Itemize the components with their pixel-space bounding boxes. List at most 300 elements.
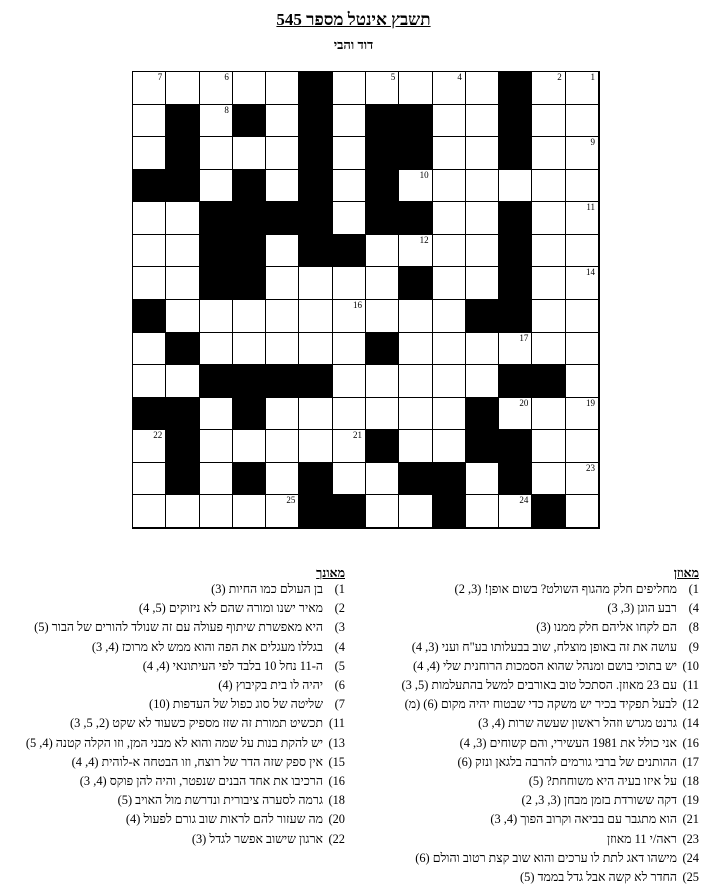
across-clue <box>349 657 699 676</box>
block-cell <box>133 170 166 203</box>
clue-number: 4 <box>457 72 462 82</box>
block-cell <box>499 235 532 268</box>
block-cell <box>466 430 499 463</box>
grid-cell[interactable] <box>299 300 332 333</box>
grid-cell[interactable] <box>399 333 432 366</box>
grid-cell[interactable] <box>133 333 166 366</box>
block-cell <box>299 137 332 170</box>
grid-cell[interactable] <box>433 430 466 463</box>
block-cell <box>499 72 532 105</box>
grid-cell[interactable] <box>399 398 432 431</box>
grid-cell[interactable] <box>133 495 166 528</box>
grid-cell[interactable] <box>266 72 299 105</box>
block-cell <box>333 235 366 268</box>
grid-cell[interactable] <box>433 398 466 431</box>
down-clues <box>5 566 345 849</box>
clue-text: רבע הוגן (3, 3) <box>607 601 677 616</box>
block-cell <box>233 202 266 235</box>
block-cell <box>499 300 532 333</box>
grid-cell[interactable] <box>466 463 499 496</box>
grid-cell[interactable] <box>499 398 532 431</box>
grid-cell[interactable] <box>466 333 499 366</box>
grid-cell[interactable] <box>466 137 499 170</box>
clue-number: 17 <box>519 332 529 343</box>
down-clue <box>5 638 345 657</box>
across-clue <box>349 580 699 599</box>
down-clue <box>5 753 345 772</box>
clue-text: ההותנים של ברבי גורמים להרבה בלגאן ונזק (6) <box>457 754 677 769</box>
grid-cell[interactable] <box>466 72 499 105</box>
grid-cell[interactable] <box>200 137 233 170</box>
grid-cell[interactable] <box>133 202 166 235</box>
clue-text: תכשיט תמורת זה שזז מספיק כשעוד לא שקט (2, 5, 3) <box>69 716 323 731</box>
block-cell <box>433 463 466 496</box>
clue-num: 11) <box>328 716 345 731</box>
block-cell <box>399 137 432 170</box>
clue-text: דקה ששורדת בזמן מבחן (3, 3, 2) <box>521 793 677 808</box>
grid-cell[interactable] <box>566 463 599 496</box>
block-cell <box>366 430 399 463</box>
block-cell <box>233 365 266 398</box>
grid-cell[interactable] <box>133 430 166 463</box>
block-cell <box>266 202 299 235</box>
clue-number: 3 <box>523 72 529 82</box>
grid-cell[interactable] <box>366 72 399 105</box>
grid-cell[interactable] <box>433 72 466 105</box>
clue-num: 6) <box>334 678 345 693</box>
grid-cell[interactable] <box>333 398 366 431</box>
clue-text: הרכיבו את אחד הבנים שנפטר, והיה להן פוקס (4, 3) <box>79 774 323 789</box>
across-clue <box>349 676 699 695</box>
clue-number: 14 <box>585 267 595 278</box>
block-cell <box>366 137 399 170</box>
grid-cell[interactable] <box>532 105 565 138</box>
grid-cell[interactable] <box>466 105 499 138</box>
clue-num: 2) <box>334 601 345 616</box>
grid-cell[interactable] <box>299 267 332 300</box>
block-cell <box>499 365 532 398</box>
clue-number: 24 <box>519 495 529 506</box>
grid-cell[interactable] <box>266 495 299 528</box>
clue-text: מחליפים חלק מהגוף השולט? בשום אופן! (3, 2) <box>454 582 677 596</box>
grid-cell[interactable] <box>532 463 565 496</box>
block-cell <box>499 430 532 463</box>
grid-cell[interactable] <box>266 398 299 431</box>
grid-cell[interactable] <box>266 430 299 463</box>
clue-num: 14) <box>682 716 699 731</box>
grid-cell[interactable] <box>399 300 432 333</box>
grid-cell[interactable] <box>366 300 399 333</box>
clue-number: 9 <box>590 137 595 148</box>
clue-num: 23) <box>682 831 699 846</box>
block-cell <box>499 137 532 170</box>
grid-cell[interactable] <box>166 72 199 105</box>
grid-cell[interactable] <box>399 235 432 268</box>
clue-num: 1) <box>688 582 699 596</box>
grid-cell[interactable] <box>366 463 399 496</box>
grid-cell[interactable] <box>499 170 532 203</box>
down-clue <box>5 695 345 714</box>
block-cell <box>433 495 466 528</box>
clue-text: גרמה לסערה ציבורית ונדרשת מול האויב (5) <box>117 793 323 808</box>
grid-cell[interactable] <box>299 398 332 431</box>
block-cell <box>299 72 332 105</box>
grid-cell[interactable] <box>299 430 332 463</box>
block-cell <box>133 398 166 431</box>
grid-cell[interactable] <box>366 267 399 300</box>
clue-num: 11) <box>682 678 699 693</box>
grid-cell[interactable] <box>266 170 299 203</box>
grid-cell[interactable] <box>399 495 432 528</box>
block-cell <box>399 463 432 496</box>
down-clue <box>5 580 345 599</box>
clue-number: 22 <box>153 430 163 441</box>
clue-num: 4) <box>334 639 345 654</box>
across-clue <box>349 599 699 618</box>
grid-cell[interactable] <box>566 267 599 300</box>
across-clue <box>349 695 699 714</box>
puzzle-author: דוד והבי <box>333 37 374 52</box>
grid-cell[interactable] <box>166 202 199 235</box>
grid-cell[interactable] <box>433 105 466 138</box>
block-cell <box>499 202 532 235</box>
grid-cell[interactable] <box>166 267 199 300</box>
block-cell <box>466 398 499 431</box>
clue-text: יש בתוכי בושם ומנהל שהוא הסמכות הרוחנית שלי (4, 4) <box>413 658 677 673</box>
clue-text: מה שעזור להם לראות שוב גורם לפעול (4) <box>125 812 323 827</box>
clue-number: 20 <box>519 397 529 408</box>
clue-num: 3) <box>334 620 345 635</box>
down-clue <box>5 599 345 618</box>
grid-cell[interactable] <box>466 267 499 300</box>
clue-text: בן העולם כמו החיות (3) <box>211 582 323 596</box>
grid-cell[interactable] <box>200 430 233 463</box>
grid-cell[interactable] <box>266 463 299 496</box>
block-cell <box>299 235 332 268</box>
grid-cell[interactable] <box>566 202 599 235</box>
down-clue <box>5 772 345 791</box>
clue-num: 16) <box>328 774 345 789</box>
across-clues <box>349 566 699 887</box>
clue-text: שליטה של סוג כפול של העדפות (10) <box>149 697 323 712</box>
clue-number: 23 <box>585 462 595 473</box>
block-cell <box>233 398 266 431</box>
clue-text: עם 23 מאוזן. הסתכל טוב באורבים למשל בהתעלמות (5, 3) <box>401 678 677 693</box>
clue-text: יש להקת בנות על שמה והוא לא מבני המן, וזו הקלה קטנה (4, 5) <box>25 735 323 750</box>
clue-num: 18) <box>682 774 699 789</box>
grid-cell[interactable] <box>433 267 466 300</box>
grid-cell[interactable] <box>333 463 366 496</box>
block-cell <box>366 202 399 235</box>
grid-cell[interactable] <box>133 267 166 300</box>
grid-cell[interactable] <box>333 170 366 203</box>
clue-num: 12) <box>682 697 699 712</box>
across-clue <box>349 734 699 753</box>
grid-cell[interactable] <box>266 235 299 268</box>
grid-cell[interactable] <box>399 72 432 105</box>
across-clue <box>349 868 699 887</box>
grid-cell[interactable] <box>466 365 499 398</box>
grid-cell[interactable] <box>333 105 366 138</box>
clue-number: 11 <box>586 202 595 213</box>
clue-num: 7) <box>334 697 345 712</box>
grid-cell[interactable] <box>466 495 499 528</box>
grid-cell[interactable] <box>233 72 266 105</box>
block-cell <box>166 398 199 431</box>
grid-cell[interactable] <box>266 300 299 333</box>
across-clue <box>349 849 699 868</box>
grid-cell[interactable] <box>200 398 233 431</box>
clue-text: הם לקחו אליהם חלק ממנו (3) <box>536 620 677 635</box>
clue-num: 21) <box>682 812 699 827</box>
grid-cell[interactable] <box>466 170 499 203</box>
grid-cell[interactable] <box>200 300 233 333</box>
grid-cell[interactable] <box>466 235 499 268</box>
block-cell <box>399 105 432 138</box>
clue-number: 8 <box>224 104 229 115</box>
grid-cell[interactable] <box>433 365 466 398</box>
clue-number: 12 <box>419 234 429 245</box>
clue-text: ה-11 נחל 10 בלבד לפי העיתונאי (4, 4) <box>142 658 323 673</box>
grid-cell[interactable] <box>499 333 532 366</box>
clue-number: 2 <box>557 72 562 82</box>
grid-cell[interactable] <box>200 463 233 496</box>
clue-text: על איזו בעיה היא משוחחת? (5) <box>528 774 677 789</box>
block-cell <box>200 202 233 235</box>
across-clue <box>349 753 699 772</box>
grid-cell[interactable] <box>532 137 565 170</box>
clue-text: אין ספק שזה הדר של רוצח, וזו הבטחה א-לוהית (4, 4) <box>71 754 323 769</box>
block-cell <box>499 105 532 138</box>
grid-cell[interactable] <box>366 235 399 268</box>
grid-cell[interactable] <box>433 235 466 268</box>
grid-cell[interactable] <box>200 72 233 105</box>
clue-text: בגללו מעגלים את הפה והוא ממש לא מרוכז (4, 3) <box>91 639 323 654</box>
grid-cell[interactable] <box>366 398 399 431</box>
grid-cell[interactable] <box>566 495 599 528</box>
grid-cell[interactable] <box>499 495 532 528</box>
block-cell <box>399 202 432 235</box>
block-cell <box>499 267 532 300</box>
grid-cell[interactable] <box>566 235 599 268</box>
down-clue <box>5 714 345 733</box>
clue-number: 5 <box>390 72 396 82</box>
grid-cell[interactable] <box>200 333 233 366</box>
clue-num: 25) <box>682 870 699 885</box>
grid-cell[interactable] <box>133 365 166 398</box>
grid-cell[interactable] <box>433 137 466 170</box>
grid-cell[interactable] <box>532 202 565 235</box>
block-cell <box>233 170 266 203</box>
grid-cell[interactable] <box>433 170 466 203</box>
grid-cell[interactable] <box>133 235 166 268</box>
clue-num: 1) <box>334 582 345 596</box>
grid-cell[interactable] <box>266 105 299 138</box>
clue-text: ארגון שישוב אפשר לגדל (3) <box>191 831 323 846</box>
block-cell <box>366 170 399 203</box>
grid-cell[interactable] <box>166 235 199 268</box>
clue-number: 18 <box>286 365 296 376</box>
grid-cell[interactable] <box>333 137 366 170</box>
clue-number: 7 <box>157 72 163 82</box>
down-clue <box>5 810 345 829</box>
block-cell <box>299 463 332 496</box>
clue-num: 18) <box>328 793 345 808</box>
grid-cell[interactable] <box>166 300 199 333</box>
grid-cell[interactable] <box>333 430 366 463</box>
grid-cell[interactable] <box>333 72 366 105</box>
grid-cell[interactable] <box>399 365 432 398</box>
across-clue <box>349 618 699 637</box>
grid-cell[interactable] <box>532 170 565 203</box>
grid-cell[interactable] <box>532 398 565 431</box>
clue-num: 8) <box>688 620 699 635</box>
grid-cell[interactable] <box>233 333 266 366</box>
grid-cell[interactable] <box>266 333 299 366</box>
across-heading: מאוזן <box>673 566 699 580</box>
grid-cell[interactable] <box>566 105 599 138</box>
grid-cell[interactable] <box>399 170 432 203</box>
grid-cell[interactable] <box>200 170 233 203</box>
clue-text: מישהו דאג לתת לו ערכים והוא שוב קצת רטוב והולם (6) <box>415 850 677 865</box>
grid-cell[interactable] <box>233 430 266 463</box>
grid-cell[interactable] <box>566 72 599 105</box>
across-clue <box>349 830 699 849</box>
block-cell <box>166 333 199 366</box>
clue-num: 22) <box>328 831 345 846</box>
clue-number: 21 <box>352 430 362 441</box>
crossword-grid <box>132 71 600 529</box>
grid-cell[interactable] <box>333 365 366 398</box>
block-cell <box>133 300 166 333</box>
clue-number: 19 <box>585 397 595 408</box>
block-cell <box>233 267 266 300</box>
grid-cell[interactable] <box>399 430 432 463</box>
grid-cell[interactable] <box>532 333 565 366</box>
grid-cell[interactable] <box>133 463 166 496</box>
block-cell <box>499 463 532 496</box>
block-cell <box>532 365 565 398</box>
across-clue <box>349 772 699 791</box>
grid-cell[interactable] <box>566 137 599 170</box>
clue-num: 20) <box>328 812 345 827</box>
clue-number: 13 <box>219 234 229 245</box>
clue-num: 15) <box>328 754 345 769</box>
clue-text: ראה/י 11 מאוזן <box>606 831 677 846</box>
clue-number: 10 <box>419 169 429 180</box>
block-cell <box>532 495 565 528</box>
clue-number: 16 <box>352 300 362 310</box>
block-cell <box>299 202 332 235</box>
down-clue <box>5 676 345 695</box>
grid-cell[interactable] <box>133 105 166 138</box>
down-clue <box>5 830 345 849</box>
grid-cell[interactable] <box>133 72 166 105</box>
block-cell <box>299 365 332 398</box>
grid-cell[interactable] <box>433 333 466 366</box>
clue-text: עושה את זה באופן מוצלח, שוב בבעלותו בע"ח ועני (3, 4) <box>411 639 677 654</box>
grid-cell[interactable] <box>366 495 399 528</box>
grid-cell[interactable] <box>200 105 233 138</box>
clue-text: החדר לא קשה אבל גדל בממד (5) <box>520 870 677 885</box>
block-cell <box>166 137 199 170</box>
grid-cell[interactable] <box>233 495 266 528</box>
grid-cell[interactable] <box>299 333 332 366</box>
block-cell <box>466 300 499 333</box>
clue-num: 4) <box>688 601 699 616</box>
clue-num: 16) <box>682 735 699 750</box>
grid-cell[interactable] <box>166 495 199 528</box>
grid-cell[interactable] <box>566 300 599 333</box>
block-cell <box>166 105 199 138</box>
grid-cell[interactable] <box>433 300 466 333</box>
block-cell <box>200 267 233 300</box>
block-cell <box>299 170 332 203</box>
grid-cell[interactable] <box>200 495 233 528</box>
grid-cell[interactable] <box>566 170 599 203</box>
clue-num: 17) <box>682 754 699 769</box>
grid-cell[interactable] <box>532 235 565 268</box>
clue-text: גרנט מגרש וזהל ראשון שעשה שרות (4, 3) <box>478 716 677 731</box>
grid-cell[interactable] <box>366 365 399 398</box>
grid-cell[interactable] <box>566 333 599 366</box>
grid-cell[interactable] <box>133 137 166 170</box>
block-cell <box>366 333 399 366</box>
block-cell <box>333 495 366 528</box>
block-cell <box>399 267 432 300</box>
block-cell <box>233 105 266 138</box>
grid-cell[interactable] <box>233 137 266 170</box>
grid-cell[interactable] <box>466 202 499 235</box>
grid-cell[interactable] <box>333 300 366 333</box>
down-clue <box>5 618 345 637</box>
grid-cell[interactable] <box>433 202 466 235</box>
grid-cell[interactable] <box>532 267 565 300</box>
clue-number: 25 <box>286 495 296 506</box>
down-heading: מאונך <box>316 566 345 580</box>
grid-cell[interactable] <box>566 430 599 463</box>
grid-cell[interactable] <box>333 267 366 300</box>
grid-cell[interactable] <box>566 365 599 398</box>
grid-cell[interactable] <box>233 300 266 333</box>
grid-cell[interactable] <box>566 398 599 431</box>
block-cell <box>166 430 199 463</box>
block-cell <box>299 105 332 138</box>
block-cell <box>233 235 266 268</box>
block-cell <box>200 235 233 268</box>
grid-cell[interactable] <box>266 137 299 170</box>
clue-number: 6 <box>224 72 229 82</box>
across-clue <box>349 638 699 657</box>
down-clue <box>5 734 345 753</box>
grid-cell[interactable] <box>532 300 565 333</box>
block-cell <box>200 365 233 398</box>
block-cell <box>166 170 199 203</box>
block-cell <box>366 105 399 138</box>
clue-num: 10) <box>682 658 699 673</box>
grid-cell[interactable] <box>532 72 565 105</box>
grid-cell[interactable] <box>333 202 366 235</box>
block-cell <box>266 365 299 398</box>
clue-num: 9) <box>688 639 699 654</box>
grid-cell[interactable] <box>532 430 565 463</box>
grid-cell[interactable] <box>166 365 199 398</box>
clue-text: לבעל תפקיד בכיר יש משקה כדי שבטוח יהיה מקום (6) (מ) <box>404 697 677 712</box>
clue-number: 1 <box>590 72 595 82</box>
clue-text: יהיה לו בית בקיבוץ (4) <box>218 678 323 693</box>
grid-cell[interactable] <box>333 333 366 366</box>
grid-cell[interactable] <box>266 267 299 300</box>
